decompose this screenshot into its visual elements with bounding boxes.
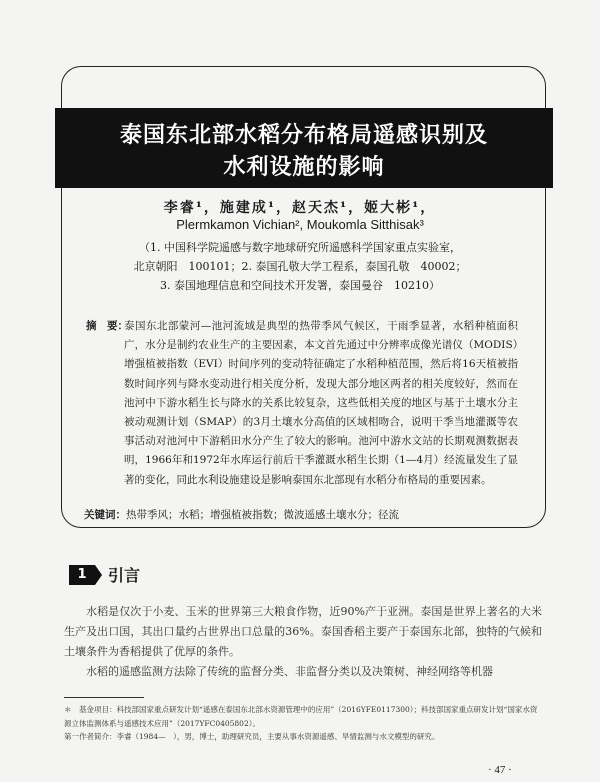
section-heading — [69, 563, 140, 586]
keywords — [84, 507, 524, 522]
affiliation-line: （1. 中国科学院遥感与数字地球研究所遥感科学国家重点实验室， — [139, 241, 461, 254]
footnote-funding: ＊ 基金项目：科技部国家重点研发计划“遥感在泰国东北部水资源管理中的应用”（2016YFE0117300）；科技部国家重点研发计划“国家水资源立体监测体系与遥感技术应用”（2017YFC0405802）。 — [64, 705, 538, 728]
section-number: 1 — [69, 565, 95, 585]
keywords-text: 热带季风；水稻；增强植被指数；微波遥感土壤水分；径流 — [126, 509, 399, 521]
body-paragraph: 水稻是仅次于小麦、玉米的世界第三大粮食作物，近90%产于亚洲。泰国是世界上著名的大米生产及出口国，其出口量约占世界出口总量的36%。泰国香稻主要产于泰国东北部，独特的气候和土壤条件为香稻提供了优厚的条件。 — [64, 605, 542, 658]
authors-english: Plermkamon Vichian², Moukomla Sitthisak³ — [176, 217, 424, 232]
body-text — [64, 602, 542, 682]
abstract-text: 泰国东北部蒙河—池河流域是典型的热带季风气候区，干雨季显著，水稻种植面积广，水分是制约农业生产的主要因素，本文首先通过中分辨率成像光谱仪（MODIS）增强植被指数（EVI）时间序列的变动特征确定了水稻种植范围，然后将16天植被指数时间序列与降水变动进行相关度分析，发现大部分地区两者的相关度较好，然而在池河中下游水稻生长与降水的关系比较复杂，这些低相关度的地区与基于土壤水分主被动观测计划（SMAP）的3月土壤水分高值的区域相吻合，说明干季当地灌溉等农事活动对池河中下游稻田水分产生了较大的影响。池河中游水文站的长期观测数据表明，1966年和1972年水库运行前后干季灌溉水稻生长期（1—4月）经流量发生了显著的变化，同此水利设施建设是影响泰国东北部现有水稻分布格局的重要因素。 — [124, 320, 518, 486]
article-title-line-1: 泰国东北部水稻分布格局遥感识别及 — [119, 123, 488, 148]
article-title-line-2: 水利设施的影响 — [223, 155, 385, 180]
abstract-label: 摘 要： — [86, 320, 128, 332]
keywords-label: 关键词： — [84, 509, 126, 521]
abstract — [86, 317, 518, 490]
affiliations — [0, 238, 600, 295]
affiliation-line: 北京朝阳 100101；2. 泰国孔敬大学工程系，泰国孔敬 40002； — [133, 260, 467, 273]
section-title: 引言 — [108, 566, 141, 585]
footnotes — [64, 703, 542, 744]
affiliation-line: 3. 泰国地理信息和空间技术开发署，泰国曼谷 10210） — [160, 279, 440, 292]
page-number: · 47 · — [488, 764, 512, 776]
footnote-author: 第一作者简介：李睿（1984— ），男，博士，助理研究员，主要从事水资源遥感、旱情监测与水文模型的研究。 — [64, 732, 440, 741]
section-arrow-icon — [95, 565, 102, 585]
authors-chinese: 李睿¹，施建成¹，赵天杰¹，姬大彬¹， — [163, 200, 437, 216]
body-paragraph: 水稻的遥感监测方法除了传统的监督分类、非监督分类以及决策树、神经网络等机器 — [86, 665, 493, 678]
footnote-divider — [64, 697, 144, 698]
